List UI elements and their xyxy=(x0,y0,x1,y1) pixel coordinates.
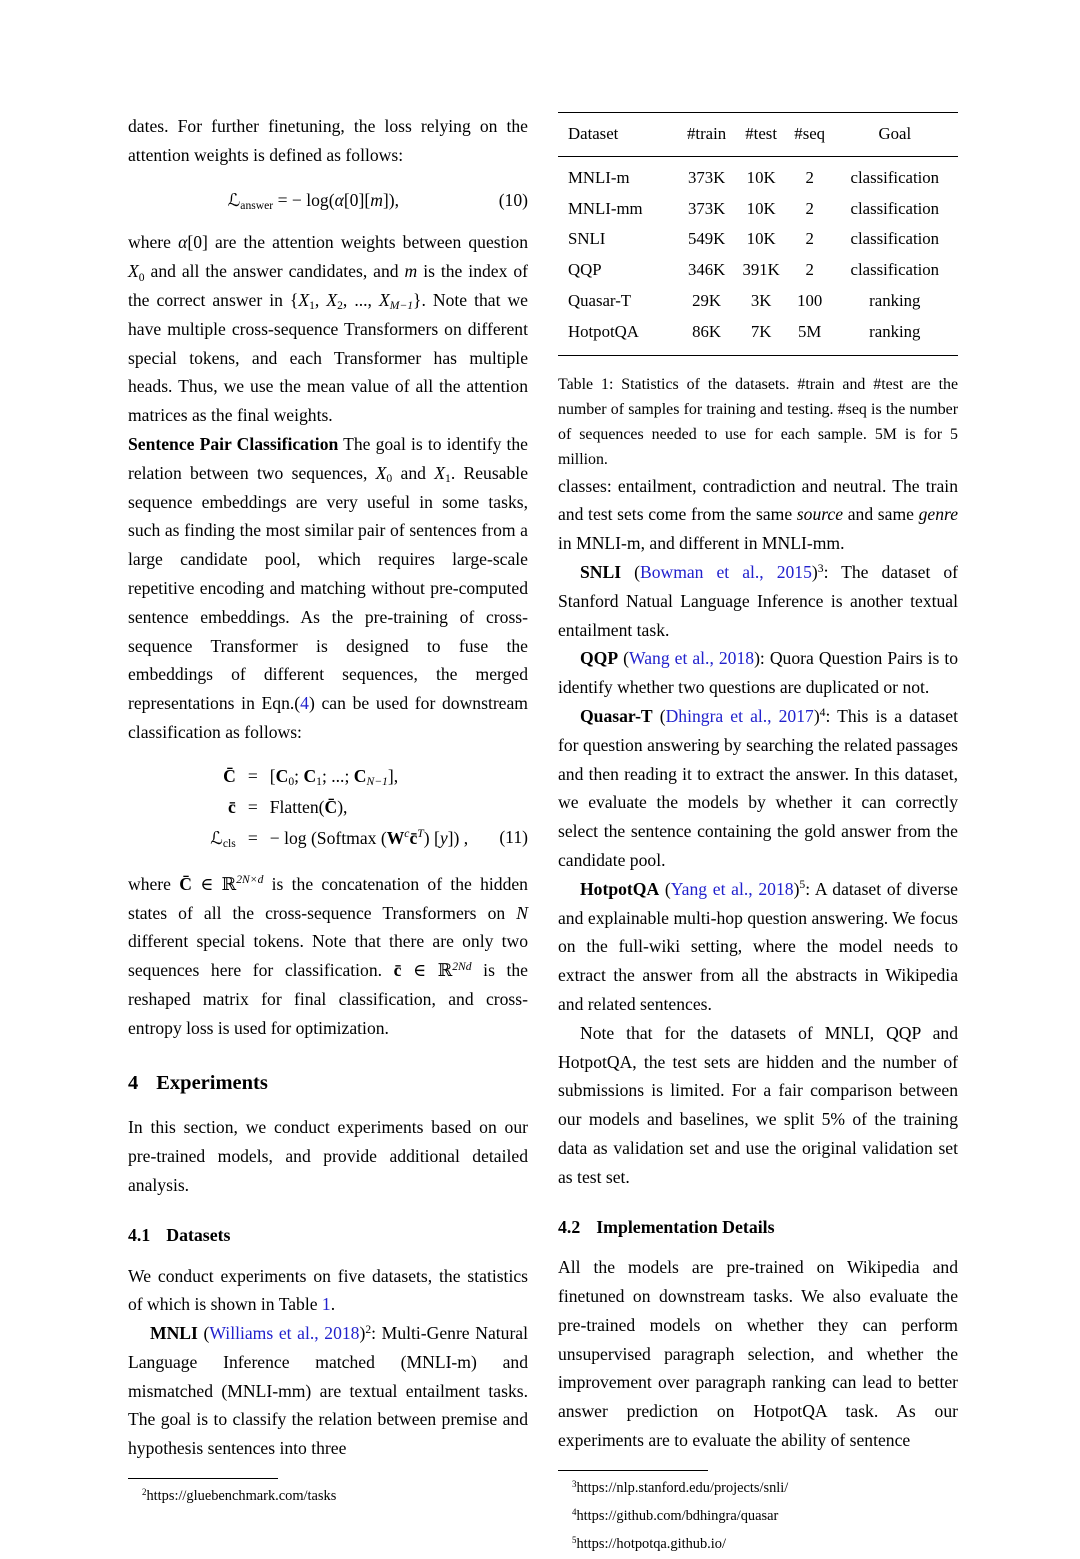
citation-link[interactable]: 4 xyxy=(300,693,309,714)
text-segment: α xyxy=(334,189,344,210)
table-column-header: #test xyxy=(735,113,788,157)
text-segment: ], xyxy=(387,765,399,786)
text-segment: , ..., xyxy=(342,289,379,310)
text-segment: is the reshaped matrix for final classification, and cross-entropy loss is used for optimization. xyxy=(128,960,528,1038)
text-segment: = − log( xyxy=(273,189,335,210)
table-cell: classification xyxy=(850,229,940,249)
text-segment: m xyxy=(370,189,383,210)
table-cell: classification xyxy=(850,198,940,218)
text-segment: cls xyxy=(222,837,236,851)
text-segment: dates. For further finetuning, the loss relying on the attention weights is defined as follows: xyxy=(128,116,528,165)
paragraph-note-hidden-testsets xyxy=(558,1019,958,1192)
text-segment: ) can be used for downstream classification as follows: xyxy=(128,693,528,742)
left-column xyxy=(128,112,528,1559)
table-cell: ranking xyxy=(869,290,921,310)
paragraph-implementation xyxy=(558,1253,958,1455)
text-segment: 1 xyxy=(445,472,451,486)
text-segment: All the models are pre-trained on Wikipedia and finetuned on downstream tasks. We also evaluate the pre-trained models on whether they can perform unsupervised paragraph selection, and whether the improvement over paragraph ranking can lead to better answer prediction on HotpotQA task. As our experiments are to evaluate the ability of sentence xyxy=(558,1257,958,1451)
eq11-rel-2: = xyxy=(247,796,258,817)
equation-10-number: (10) xyxy=(498,189,528,210)
text-segment: C xyxy=(275,765,289,786)
footnote-rule xyxy=(128,1478,278,1479)
text-segment: N−1 xyxy=(366,775,388,789)
text-segment: 3 xyxy=(817,561,824,575)
text-segment: and all the answer candidates, and xyxy=(144,261,405,282)
text-segment: classes: entailment, contradiction and neutral. The train and test sets come from the same xyxy=(558,475,958,525)
footnote xyxy=(558,1531,958,1559)
table-column-header: Dataset xyxy=(558,113,679,157)
table-cell: classification xyxy=(850,167,940,187)
text-segment: ) xyxy=(793,878,800,899)
text-segment: X xyxy=(434,462,445,483)
section-number: 4 xyxy=(128,1071,139,1094)
table-cell: 391K xyxy=(742,260,780,280)
text-segment: 2N×d xyxy=(236,873,264,887)
text-segment: ) xyxy=(813,705,820,726)
citation-link[interactable]: Dhingra et al., 2017 xyxy=(665,705,814,726)
text-segment: answer xyxy=(240,199,274,213)
paragraph-snli xyxy=(558,558,958,644)
equation-11-lines xyxy=(188,761,468,854)
subsection-number: 4.2 xyxy=(558,1216,581,1237)
text-segment: C̄ xyxy=(179,873,192,894)
citation-link[interactable]: 1 xyxy=(321,1294,331,1315)
table-cell: ranking xyxy=(869,321,921,341)
table-cell: 346K xyxy=(687,260,726,280)
text-segment: N xyxy=(516,902,528,923)
text-segment: ]), xyxy=(382,189,400,210)
table-cell: classification xyxy=(850,260,940,280)
table-cell: MNLI-m xyxy=(568,167,630,187)
text-segment: C̄ xyxy=(324,796,338,817)
table-cell: HotpotQA xyxy=(568,321,639,341)
text-segment: ( xyxy=(652,705,666,726)
paragraph-hotpotqa xyxy=(558,875,958,1019)
subsection-number: 4.1 xyxy=(128,1224,151,1245)
table-row xyxy=(558,286,958,317)
table-cell: 3K xyxy=(750,290,772,310)
text-segment: 0 xyxy=(288,775,295,789)
text-segment: ( xyxy=(618,648,630,669)
text-segment: C xyxy=(303,765,317,786)
text-segment: ∈ ℝ xyxy=(401,960,453,981)
footnote-rule xyxy=(558,1470,708,1471)
text-segment: in MNLI-m, and different in MNLI-mm. xyxy=(558,533,845,554)
table-cell: 549K xyxy=(687,229,726,249)
text-segment: m xyxy=(404,261,418,282)
citation-link[interactable]: Wang et al., 2018 xyxy=(629,648,755,669)
table-1-caption: Table 1: Statistics of the datasets. #train and #test are the number of samples for training and testing. #seq is the number of sequences needed to use for each sample. 5M is for 5 million. xyxy=(558,375,958,468)
subsection-heading-datasets xyxy=(128,1221,528,1250)
equation-10 xyxy=(128,186,528,215)
table-row xyxy=(558,224,958,255)
text-segment: where xyxy=(128,873,180,894)
table-cell: MNLI-mm xyxy=(568,198,643,218)
table-cell: 10K xyxy=(746,229,776,249)
text-segment: where xyxy=(128,232,179,253)
footnotes-left xyxy=(128,1478,528,1511)
text-segment: c̄ xyxy=(393,960,402,981)
text-segment: In this section, we conduct experiments based on our pre-trained models, and provide additional detailed analysis. xyxy=(128,1117,528,1195)
table-cell: 10K xyxy=(746,167,776,187)
text-segment: ): Quora Question Pairs is to identify whether two questions are duplicated or not. xyxy=(558,648,959,698)
text-segment: : Multi-Genre Natural Language Inference matched (MNLI-m) and mismatched (MNLI-mm) are textual entailment tasks. The goal is to classify the relation between premise and hypothesis sentences into three xyxy=(128,1323,529,1459)
text-segment: X xyxy=(375,462,387,483)
table-cell: 86K xyxy=(692,321,722,341)
datasets-table-body xyxy=(558,156,958,355)
paragraph-datasets-intro xyxy=(128,1262,528,1320)
footnote-url[interactable]: https://gluebenchmark.com/tasks xyxy=(146,1488,337,1505)
text-segment: 0 xyxy=(386,472,393,486)
equation-11 xyxy=(128,761,528,854)
text-segment: , xyxy=(314,289,327,310)
table-cell: 2 xyxy=(805,198,814,218)
footnote-marker: 2 xyxy=(142,1487,147,1498)
text-segment: c̄ xyxy=(228,796,236,817)
text-segment: The goal is to identify the relation between two sequences, xyxy=(128,433,528,483)
paragraph-qqp xyxy=(558,644,958,702)
eq11-lhs-2 xyxy=(188,792,236,823)
text-segment: and xyxy=(392,462,435,483)
table-column-header: Goal xyxy=(832,113,958,157)
paragraph-concatenation xyxy=(128,870,528,1043)
section-title: Experiments xyxy=(156,1071,268,1094)
paragraph-attention-weights xyxy=(128,228,528,430)
text-segment: ℒ xyxy=(227,189,241,210)
footnote-marker: 4 xyxy=(572,1506,577,1517)
text-segment: : The dataset of Stanford Natual Language Inference is another textual entailment task. xyxy=(558,561,959,640)
equation-11-line-3 xyxy=(188,823,468,854)
text-segment: C̄ xyxy=(223,765,236,786)
table-row xyxy=(558,194,958,225)
text-segment: 0 xyxy=(138,270,145,284)
eq11-rel-3: = xyxy=(247,827,258,848)
text-segment: }. Note that we have multiple cross-sequence Transformers on different special tokens, and each Transformer has multiple heads. Thus, we use the mean value of all the attention matrices as the final weights. xyxy=(128,289,528,426)
paragraph-quasart xyxy=(558,702,958,875)
text-segment: genre xyxy=(918,504,958,525)
text-segment: 2Nd xyxy=(452,959,472,973)
subsection-title: Implementation Details xyxy=(596,1216,775,1237)
text-segment: ( xyxy=(197,1323,210,1344)
table-cell: 5M xyxy=(798,321,822,341)
subsection-heading-implementation xyxy=(558,1213,958,1242)
table-cell: 2 xyxy=(805,167,814,187)
text-segment: C xyxy=(353,765,367,786)
text-segment: 2 xyxy=(337,299,343,313)
text-segment: ) [ xyxy=(423,827,440,848)
text-segment: . Reusable sequence embeddings are very useful in some tasks, such as finding the most similar pair of sentences from a large candidate pool, which requires large-scale repetitive encoding and matching without pre-computed sentence embeddings. As the pre-training of cross-sequence Transformer is designed to fuse the embeddings of different sequences, the merged representations in Eqn.( xyxy=(128,462,529,714)
text-segment: Quasar-T xyxy=(580,705,653,726)
paragraph-finetune-loss xyxy=(128,112,528,170)
text-segment: Sentence Pair Classification xyxy=(128,433,339,454)
table-cell: QQP xyxy=(568,260,602,280)
table-cell: 29K xyxy=(692,290,722,310)
text-segment: X xyxy=(326,289,338,310)
text-segment: ; xyxy=(294,765,304,786)
text-segment: [ xyxy=(269,765,276,786)
text-segment: SNLI xyxy=(580,561,622,582)
paragraph-mnli xyxy=(128,1319,528,1463)
text-segment: ) xyxy=(811,561,818,582)
table-cell: SNLI xyxy=(568,229,606,249)
table-cell: 7K xyxy=(750,321,772,341)
text-segment: source xyxy=(796,504,844,525)
equation-11-line-1 xyxy=(188,761,468,792)
citation-link[interactable]: Bowman et al., 2015 xyxy=(639,561,812,582)
text-segment: y xyxy=(439,827,448,848)
table-row xyxy=(558,156,958,193)
footnotes-right xyxy=(558,1470,958,1559)
table-cell: Quasar-T xyxy=(568,290,632,310)
text-segment: Flatten( xyxy=(269,796,325,817)
text-segment: HotpotQA xyxy=(580,878,660,899)
table-cell: 2 xyxy=(805,260,814,280)
text-segment: : A dataset of diverse and explainable multi-hop question answering. We focus on the full-wiki setting, where the model needs to extract the answer from all the abstracts in Wikipedia and related sentences. xyxy=(558,878,958,1014)
text-segment: We conduct experiments on five datasets, the statistics of which is shown in Table xyxy=(128,1265,528,1315)
datasets-table xyxy=(558,112,958,356)
text-segment: 2 xyxy=(365,1322,372,1336)
eq11-rhs-3 xyxy=(270,823,468,854)
text-segment: c̄ xyxy=(409,827,418,848)
text-segment: ]) , xyxy=(447,827,469,848)
equation-11-number: (11) xyxy=(499,826,528,847)
equation-11-line-2 xyxy=(188,792,468,823)
text-segment: is the concatenation of the hidden states of all the cross-sequence Transformers on xyxy=(128,873,528,923)
paragraph-experiments-intro xyxy=(128,1113,528,1199)
text-segment: M−1 xyxy=(389,299,413,313)
text-segment: X xyxy=(298,289,310,310)
eq11-lhs-3 xyxy=(188,823,236,854)
footnote-url[interactable]: https://nlp.stanford.edu/projects/snli/ xyxy=(576,1479,789,1496)
footnote xyxy=(558,1503,958,1531)
text-segment: ) xyxy=(359,1323,366,1344)
text-segment: X xyxy=(128,261,139,282)
text-segment: 4 xyxy=(819,705,826,719)
text-segment: α xyxy=(178,232,188,253)
text-segment: ; ...; xyxy=(321,765,354,786)
text-segment: T xyxy=(417,827,424,841)
text-segment: MNLI xyxy=(150,1323,198,1344)
footnote-url[interactable]: https://github.com/bdhingra/quasar xyxy=(576,1507,779,1524)
table-row xyxy=(558,317,958,355)
text-segment: 1 xyxy=(316,775,322,789)
footnote xyxy=(558,1475,958,1503)
text-segment: Note that for the datasets of MNLI, QQP and HotpotQA, the test sets are hidden and the number of submissions is limited. For a fair comparison between our models and baselines, we split 5% of the training data as validation set and use the original validation set as test set. xyxy=(558,1022,958,1187)
table-row xyxy=(558,255,958,286)
footnote-url[interactable]: https://hotpotqa.github.io/ xyxy=(576,1535,726,1552)
text-segment: ( xyxy=(621,561,640,582)
citation-link[interactable]: Williams et al., 2018 xyxy=(209,1323,360,1344)
citation-link[interactable]: Yang et al., 2018 xyxy=(670,878,794,899)
text-segment: − log (Softmax ( xyxy=(269,827,387,848)
text-segment: [0] are the attention weights between question xyxy=(187,232,528,253)
text-segment: X xyxy=(378,289,390,310)
text-segment: c xyxy=(404,827,410,841)
table-cell: 10K xyxy=(746,198,776,218)
paragraph-classes xyxy=(558,472,958,558)
text-segment: ( xyxy=(659,878,671,899)
table-header-row xyxy=(558,113,958,157)
text-segment: 1 xyxy=(309,299,315,313)
equation-10-body xyxy=(128,186,499,215)
eq11-rel-1: = xyxy=(247,765,258,786)
text-segment: QQP xyxy=(580,648,619,669)
text-segment: ∈ ℝ xyxy=(191,873,237,894)
text-segment: is the index of the correct answer in { xyxy=(128,261,528,310)
footnote-marker: 3 xyxy=(572,1478,577,1489)
text-segment: : This is a dataset for question answering by searching the related passages and then reading it to extract the answer. In this dataset, we evaluate the models by whether it can correctly select the sentence containing the gold answer from the candidate pool. xyxy=(558,705,958,870)
subsection-title: Datasets xyxy=(166,1224,231,1245)
footnote xyxy=(128,1483,528,1511)
table-cell: 373K xyxy=(687,198,726,218)
table-column-header: #train xyxy=(679,113,735,157)
table-cell: 2 xyxy=(805,229,814,249)
text-segment: different special tokens. Note that there are only two sequences here for classification. xyxy=(128,931,528,981)
eq11-lhs-1 xyxy=(188,761,236,792)
text-segment: ), xyxy=(337,796,348,817)
text-segment: 5 xyxy=(799,878,806,892)
table-cell: 373K xyxy=(687,167,726,187)
table-cell: 100 xyxy=(797,290,823,310)
paragraph-sentence-pair-classification xyxy=(128,430,528,747)
eq11-rhs-1 xyxy=(270,761,398,792)
datasets-table-head xyxy=(558,113,958,157)
table-1 xyxy=(558,112,958,472)
eq11-rhs-2 xyxy=(270,792,348,823)
right-column xyxy=(558,112,958,1559)
text-segment: ℒ xyxy=(210,827,223,848)
footnote-marker: 5 xyxy=(572,1534,577,1545)
table-column-header: #seq xyxy=(788,113,832,157)
text-segment: [0][ xyxy=(343,189,371,210)
section-heading-experiments xyxy=(128,1069,528,1098)
text-segment: and same xyxy=(843,504,919,525)
text-segment: . xyxy=(330,1294,336,1315)
text-segment: W xyxy=(386,827,405,848)
